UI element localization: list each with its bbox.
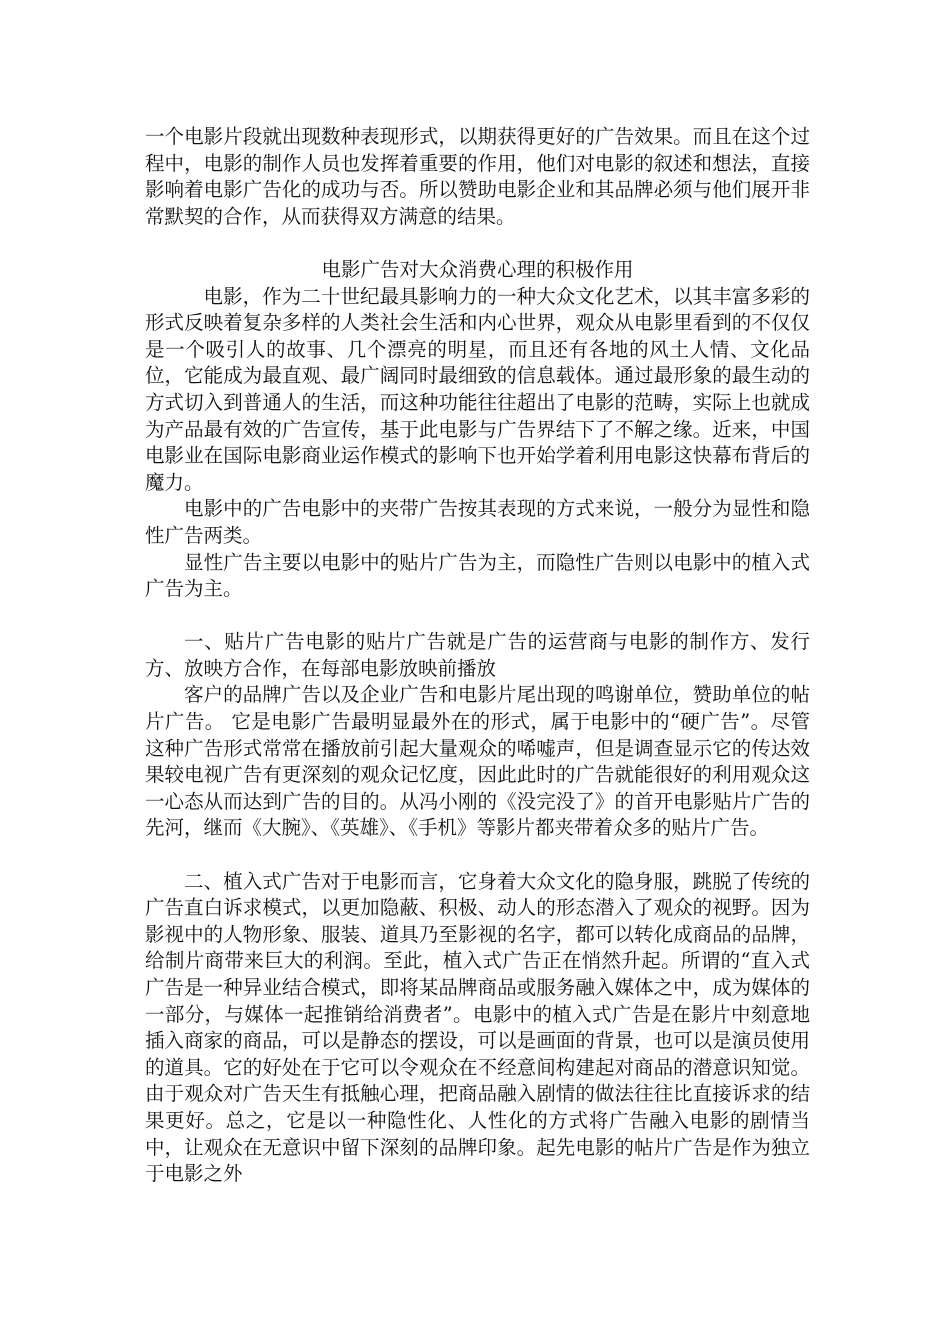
intro-paragraph: 一个电影片段就出现数种表现形式，以期获得更好的广告效果。而且在这个过程中，电影的制作人员也发挥着重要的作用，他们对电影的叙述和想法，直接影响着电影广告化的成功与否。所以赞助电影企业和其品牌必须与他们展开非常默契的合作，从而获得双方满意的结果。 <box>145 125 810 228</box>
spacer <box>145 842 810 869</box>
body-paragraph-1: 电影，作为二十世纪最具影响力的一种大众文化艺术，以其丰富多彩的形式反映着复杂多样的人类社会生活和内心世界，观众从电影里看到的不仅仅是一个吸引人的故事、几个漂亮的明星，而且还有各地的风土人情、文化品位，它能成为最直观、最广阔同时最细致的信息载体。通过最形象的最生动的方式切入到普通人的生活，而这种功能往往超出了电影的范畴，实际上也就成为产品最有效的广告宣传，基于此电影与广告界结下了不解之缘。近来，中国电影业在国际电影商业运作模式的影响下也开始学着利用电影这快幕布背后的魔力。 <box>145 284 810 494</box>
body-paragraph-6: 二、植入式广告对于电影而言，它身着大众文化的隐身服，跳脱了传统的广告直白诉求模式，以更加隐蔽、积极、动人的形态潜入了观众的视野。因为影视中的人物形象、服装、道具乃至影视的名字，都可以转化成商品的品牌，给制片商带来巨大的利润。至此，植入式广告正在悄然升起。所谓的“直入式广告是一种异业结合模式，即将某品牌商品或服务融入媒体之中，成为媒体的一部分，与媒体一起推销给消费者”。电影中的植入式广告是在影片中刻意地插入商家的商品，可以是静态的摆设，可以是画面的背景，也可以是演员使用的道具。它的好处在于它可以令观众在不经意间构建起对商品的潜意识知觉。由于观众对广告天生有抵触心理，把商品融入剧情的做法往往比直接诉求的结果更好。总之，它是以一种隐性化、人性化的方式将广告融入电影的剧情当中，让观众在无意识中留下深刻的品牌印象。起先电影的帖片广告是作为独立于电影之外 <box>145 869 810 1186</box>
body-paragraph-3: 显性广告主要以电影中的贴片广告为主，而隐性广告则以电影中的植入式广告为主。 <box>145 550 810 601</box>
spacer <box>145 230 810 257</box>
section-title: 电影广告对大众消费心理的积极作用 <box>321 257 634 281</box>
body-paragraph-2: 电影中的广告电影中的夹带广告按其表现的方式来说，一般分为显性和隐性广告两类。 <box>145 497 810 547</box>
document-page <box>145 124 810 1188</box>
body-paragraph-5: 客户的品牌广告以及企业广告和电影片尾出现的鸣谢单位，赞助单位的帖片广告。 它是电影广告最明显最外在的形式，属于电影中的“硬广告”。尽管这种广告形式常常在播放前引起大量观众的唏嘘声，但是调查显示它的传达效果较电视广告有更深刻的观众记忆度，因此此时的广告就能很好的利用观众这一心态从而达到广告的目的。从冯小刚的《没完没了》的首开电影贴片广告的先河，继而《大腕》、《英雄》、《手机》等影片都夹带着众多的贴片广告。 <box>145 683 810 840</box>
spacer <box>145 603 810 630</box>
body-paragraph-4: 一、贴片广告电影的贴片广告就是广告的运营商与电影的制作方、发行方、放映方合作，在每部电影放映前播放 <box>145 630 810 680</box>
